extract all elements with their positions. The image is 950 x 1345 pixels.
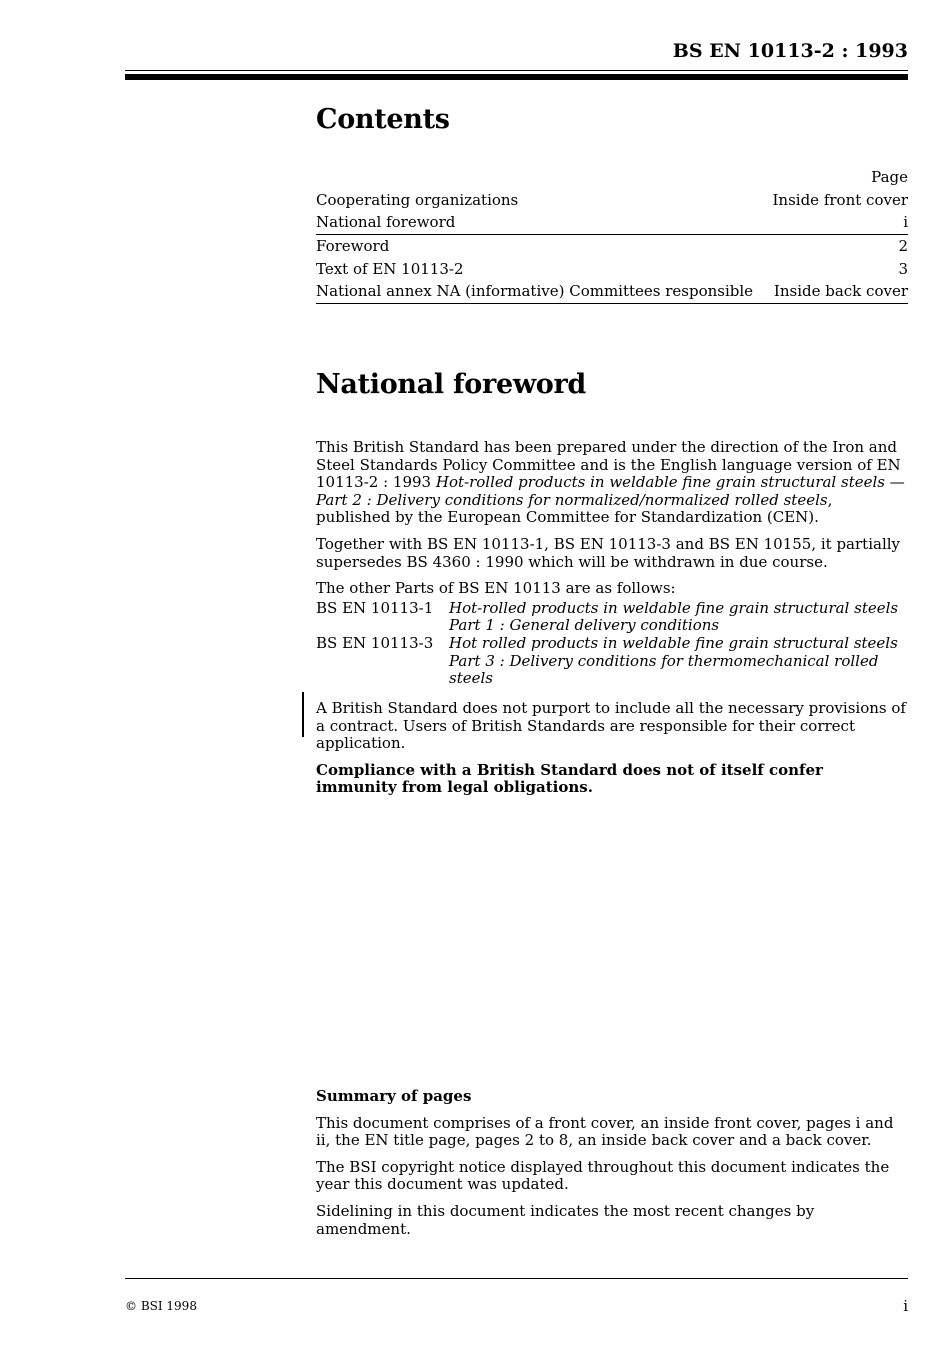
summary-paragraph: Sidelining in this document indicates the most recent changes by amendment. <box>316 1201 815 1238</box>
contents-section <box>316 104 908 135</box>
header-rule-thin <box>125 70 908 71</box>
foreword-text: , published by the European Committee for Standardization (CEN). <box>316 490 833 527</box>
toc-row <box>316 211 908 235</box>
contents-title: Contents <box>316 104 450 135</box>
page-column-label: Page <box>871 168 908 186</box>
toc-page: 3 <box>898 259 908 278</box>
standard-title: Hot-rolled products in weldable fine grain structural steels — Part 2 : Delivery conditions for normalized/normalized rolled steels <box>316 473 905 509</box>
toc-row <box>316 280 908 304</box>
footer-rule <box>125 1278 908 1279</box>
foreword-text: This British Standard has been prepared under the direction of the Iron and Steel Standards Policy Committee and is the English language version of EN 10113-2 : 1993 <box>316 438 901 492</box>
toc-page: Inside front cover <box>772 190 908 209</box>
toc-row <box>316 189 908 212</box>
part-subtitle: Part 3 : Delivery conditions for thermomechanical rolled steels <box>449 651 879 688</box>
toc-label: Cooperating organizations <box>316 190 519 209</box>
summary-heading: Summary of pages <box>316 1087 472 1105</box>
foreword-paragraph: The other Parts of BS EN 10113 are as follows: <box>316 579 676 598</box>
toc-page: i <box>903 213 908 232</box>
contents-table <box>316 166 908 304</box>
page-number: i <box>903 1297 908 1315</box>
national-foreword-body <box>316 439 908 688</box>
part-entry <box>316 635 908 688</box>
foreword-paragraph: Together with BS EN 10113-1, BS EN 10113-3 and BS EN 10155, it partially supersedes BS 4360 : 1990 which will be withdrawn in due course. <box>316 534 901 571</box>
summary-of-pages <box>316 1088 908 1247</box>
copyright-notice: © BSI 1998 <box>125 1299 197 1313</box>
part-number: BS EN 10113-3 <box>316 633 434 652</box>
part-number: BS EN 10113-1 <box>316 598 434 617</box>
compliance-statement: Compliance with a British Standard does not of itself confer immunity from legal obligations. <box>316 760 823 797</box>
document-id: BS EN 10113-2 : 1993 <box>672 40 908 62</box>
summary-paragraph: The BSI copyright notice displayed throughout this document indicates the year this document was updated. <box>316 1157 890 1194</box>
toc-page: Inside back cover <box>773 282 908 301</box>
part-description <box>449 600 898 635</box>
toc-page: 2 <box>898 237 908 256</box>
part-description <box>449 635 908 688</box>
toc-label: Text of EN 10113-2 <box>316 259 464 278</box>
toc-row <box>316 257 908 280</box>
disclaimer-block <box>316 700 908 806</box>
amendment-sideline <box>302 692 304 737</box>
part-subtitle: Part 1 : General delivery conditions <box>449 616 720 635</box>
toc-label: National foreword <box>316 213 456 232</box>
header-rule-thick <box>125 74 908 80</box>
national-foreword-title: National foreword <box>316 369 586 400</box>
part-title: Hot-rolled products in weldable fine grain structural steels <box>449 598 899 617</box>
toc-label: Foreword <box>316 237 390 256</box>
toc-row <box>316 235 908 258</box>
part-entry <box>316 600 908 635</box>
summary-paragraph: This document comprises of a front cover, an inside front cover, pages i and ii, the EN title page, pages 2 to 8, an inside back cover and a back cover. <box>316 1113 894 1150</box>
disclaimer-paragraph: A British Standard does not purport to include all the necessary provisions of a contract. Users of British Standards are responsible for their correct application. <box>316 699 906 753</box>
national-foreword-heading <box>316 369 908 400</box>
toc-label: National annex NA (informative) Committees responsible <box>316 282 754 301</box>
foreword-paragraph <box>316 439 908 527</box>
part-title: Hot rolled products in weldable fine grain structural steels <box>449 633 898 652</box>
